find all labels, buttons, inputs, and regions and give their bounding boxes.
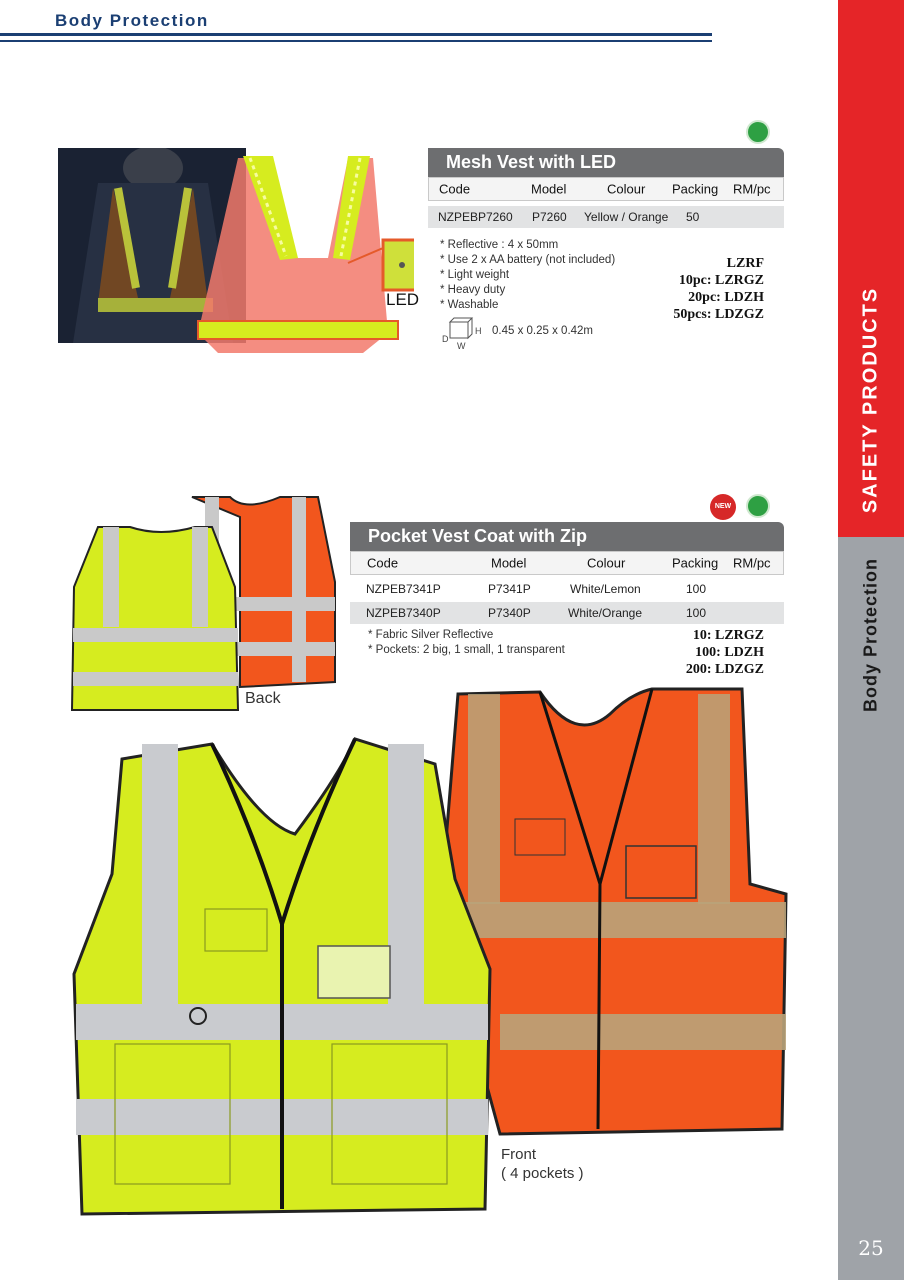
led-label: LED bbox=[386, 290, 420, 309]
row-code: NZPEB7340P bbox=[366, 606, 441, 620]
price-code: 10: LZRGZ bbox=[692, 628, 764, 643]
price-code-list bbox=[630, 255, 764, 323]
dimensions-text: 0.45 x 0.25 x 0.42m bbox=[492, 325, 594, 337]
price-code: LZRF bbox=[726, 256, 764, 271]
row-colour: White/Lemon bbox=[570, 582, 641, 596]
column-header-row bbox=[428, 177, 784, 201]
eco-badge-icon bbox=[746, 120, 770, 144]
table-row bbox=[350, 578, 784, 600]
product-title: Pocket Vest Coat with Zip bbox=[350, 522, 784, 551]
row-colour: White/Orange bbox=[568, 606, 643, 620]
vest-front-image bbox=[70, 684, 795, 1229]
row-model: P7341P bbox=[488, 582, 531, 596]
feature-item: * Fabric Silver Reflective bbox=[368, 629, 494, 641]
row-code: NZPEB7341P bbox=[366, 582, 441, 596]
category-label: SAFETY PRODUCTS bbox=[859, 286, 882, 514]
col-colour: Colour bbox=[607, 181, 646, 197]
back-label: Back bbox=[245, 690, 281, 707]
col-price: RM/pc bbox=[733, 555, 771, 571]
price-code-list bbox=[630, 627, 764, 678]
eco-badge-icon bbox=[746, 494, 770, 518]
mesh-vest-image bbox=[58, 148, 414, 360]
feature-list bbox=[368, 628, 565, 658]
row-colour: Yellow / Orange bbox=[584, 210, 669, 224]
feature-item: * Pockets: 2 big, 1 small, 1 transparent bbox=[368, 644, 565, 656]
price-code: 20pc: LDZH bbox=[688, 290, 764, 305]
col-model: Model bbox=[531, 181, 567, 197]
feature-item: * Use 2 x AA battery (not included) bbox=[440, 254, 616, 266]
table-row bbox=[350, 602, 784, 624]
dim-d-label: D bbox=[442, 334, 449, 344]
feature-list bbox=[440, 238, 615, 313]
product-title: Mesh Vest with LED bbox=[428, 148, 784, 177]
feature-item: * Reflective : 4 x 50mm bbox=[440, 239, 559, 251]
page-number: 25 bbox=[858, 1236, 884, 1260]
row-model: P7340P bbox=[488, 606, 531, 620]
feature-item: * Washable bbox=[440, 299, 499, 311]
column-header-row bbox=[350, 551, 784, 575]
row-code: NZPEBP7260 bbox=[438, 210, 513, 224]
price-code: 100: LDZH bbox=[695, 645, 764, 660]
feature-item: * Light weight bbox=[440, 269, 510, 281]
page-header-title: Body Protection bbox=[55, 11, 209, 30]
price-code: 10pc: LZRGZ bbox=[678, 273, 764, 288]
price-code: 50pcs: LDZGZ bbox=[673, 307, 764, 322]
row-packing: 100 bbox=[686, 606, 707, 620]
dim-h-label: H bbox=[475, 326, 482, 336]
col-code: Code bbox=[439, 181, 471, 197]
front-label: Front bbox=[501, 1146, 537, 1163]
pockets-label: ( 4 pockets ) bbox=[501, 1165, 584, 1182]
feature-item: * Heavy duty bbox=[440, 284, 506, 296]
dim-w-label: W bbox=[457, 341, 466, 351]
header-rule bbox=[0, 33, 712, 36]
header-rule-thin bbox=[0, 40, 712, 42]
row-packing: 50 bbox=[686, 210, 700, 224]
col-model: Model bbox=[491, 555, 527, 571]
section-label: Body Protection bbox=[860, 557, 881, 713]
price-code: 200: LDZGZ bbox=[685, 662, 764, 677]
col-packing: Packing bbox=[672, 555, 719, 571]
row-packing: 100 bbox=[686, 582, 707, 596]
table-row bbox=[428, 206, 784, 228]
col-colour: Colour bbox=[587, 555, 626, 571]
col-code: Code bbox=[367, 555, 399, 571]
col-price: RM/pc bbox=[733, 181, 771, 197]
new-badge: NEW bbox=[710, 494, 736, 520]
col-packing: Packing bbox=[672, 181, 719, 197]
row-model: P7260 bbox=[532, 210, 567, 224]
